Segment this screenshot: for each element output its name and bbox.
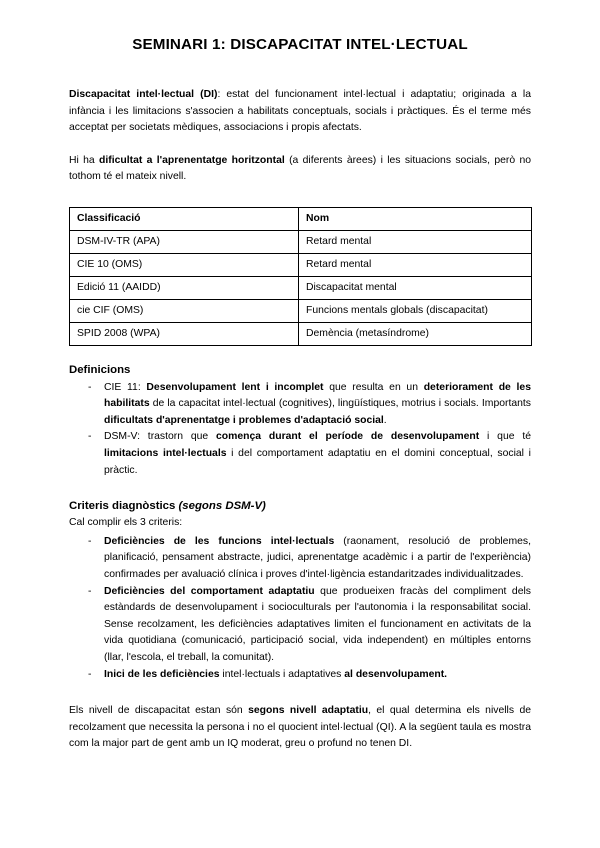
definicions-list [69,380,531,480]
closing-bold1: segons nivell adaptatiu [248,705,369,717]
table-row [70,276,532,299]
table-header-classificacio: Classificació [70,207,299,230]
table-row [70,230,532,253]
def-item-s2: que resulta en un [323,381,424,393]
table-header-row [70,207,532,230]
list-item [69,429,531,479]
second-bold1: dificultat a l'aprenentatge horitzontal [99,154,285,166]
table-cell-nom: Retard mental [299,253,532,276]
def-item-b2: limitacions intel·lectuals [104,448,227,460]
crit-item-b2: al desenvolupament. [344,668,448,680]
def-item-s4: . [383,414,387,426]
table-cell-classificacio: CIE 10 (OMS) [70,253,299,276]
list-item [69,667,531,684]
crit-item-b1: Deficiències del comportament adaptatiu [104,585,315,597]
crit-item-s1: intel·lectuals i adaptatives [219,668,345,680]
closing-part1: Els nivell de discapacitat estan són [69,705,249,717]
page-title: SEMINARI 1: DISCAPACITAT INTEL·LECTUAL [132,36,468,53]
section-heading-definicions: Definicions [69,363,131,376]
table-row [70,322,532,345]
table-cell-nom: Discapacitat mental [299,276,532,299]
intro-paragraph [69,87,531,137]
section-heading-criteris [69,498,531,514]
intro-rest: : estat del funcionament intel·lectual i adaptatiu; originada a la infància i les limitacions s'associen a habilitats conceptuals, socials i pràctiques. És el terme més acceptat per societats mèdiques, associacions i propis afectats. [69,89,531,134]
criteris-lead-line: Cal complir els 3 criteris: [69,517,183,529]
second-paragraph [69,153,531,186]
table-cell-classificacio: Edició 11 (AAIDD) [70,276,299,299]
def-item-s1: DSM-V: trastorn que [104,431,217,443]
crit-item-s1: que produeixen fracàs del compliment dels estàndards de desenvolupament i socioculturals per l'autonomia i la responsabilitat social. Sense recolzament, les deficiències adaptatives limiten el funcionament en activitats de la vida quotidiana (comunicació, participació social, vida independent) en múltiples entorns (llar, l'escola, el treball, la comunitat). [104,585,531,664]
table-row [70,253,532,276]
table-cell-nom: Funcions mentals globals (discapacitat) [299,299,532,322]
closing-part2: , el qual determina els nivells de recolzament que necessita la persona i no el quocient intel·lectual (QI). A la següent taula es mostra com la major part de gent amb un IQ moderat, greu o profund no tenen DI. [69,705,532,750]
def-item-b1: Desenvolupament lent i incomplet [146,381,324,393]
crit-item-b1: Deficiències de les funcions intel·lectuals [104,535,335,547]
crit-item-s1: (raonament, resolució de problemes, planificació, pensament abstracte, judici, aprenentatge acadèmic i a partir de l'experiència) confirmades per avaluació clínica i proves d'intel·ligència estandaritzades individualitzades. [104,535,531,581]
document-content [69,0,531,753]
table-row [70,299,532,322]
criteris-heading-main: Criteris diagnòstics [69,500,179,513]
table-header-nom: Nom [299,207,532,230]
def-item-b2: deteriorament de les habilitats [104,381,531,410]
def-item-s3: i del comportament adaptatiu en el domini conceptual, social i pràctic. [104,448,531,476]
intro-lead-bold: Discapacitat intel·lectual (DI) [69,89,218,101]
def-item-b1: comença durant el període de desenvolupament [216,431,480,443]
table-cell-classificacio: cie CIF (OMS) [70,299,299,322]
classification-table [69,207,532,346]
table-cell-nom: Retard mental [299,230,532,253]
list-item [69,584,531,667]
def-item-b3: dificultats d'aprenentatge i problemes d'adaptació social [104,414,384,426]
table-cell-classificacio: DSM-IV-TR (APA) [70,230,299,253]
criteris-list [69,534,531,683]
def-item-s2: i que té [479,431,531,443]
crit-item-b1: Inici de les deficiències [104,668,220,680]
def-item-s1: CIE 11: [104,381,147,393]
second-part2: (a diferents àrees) i les situacions socials, però no tothom té el mateix nivell. [69,154,531,183]
criteris-heading-sub: (segons DSM-V) [178,500,266,513]
list-item [69,380,531,430]
def-item-s3: de la capacitat intel·lectual (cognitives), lingüístiques, motrius i socials. Importants [149,398,531,410]
table-cell-nom: Demència (metasíndrome) [299,322,532,345]
table-cell-classificacio: SPID 2008 (WPA) [70,322,299,345]
closing-paragraph [69,703,531,753]
second-part1: Hi ha [69,154,100,166]
list-item [69,534,531,584]
